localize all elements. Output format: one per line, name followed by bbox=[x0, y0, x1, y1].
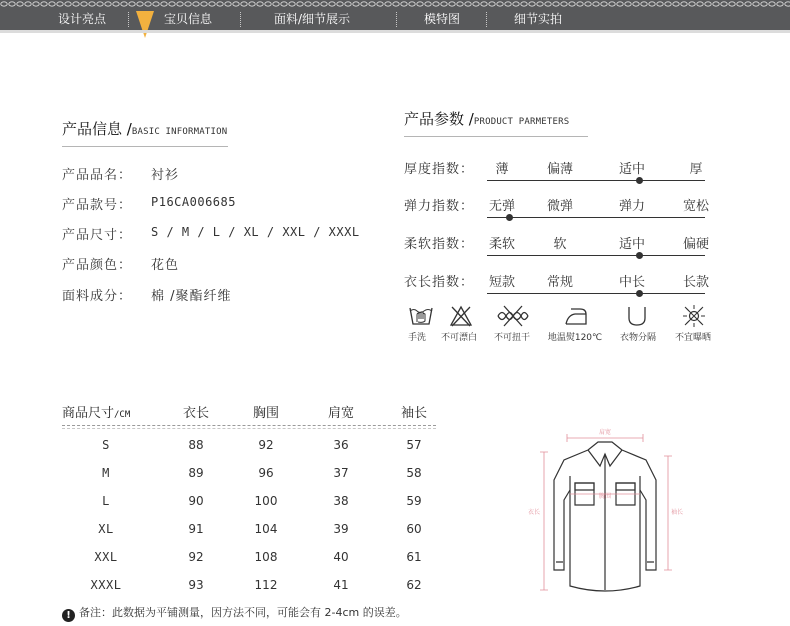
param-label: 衣长指数： bbox=[404, 275, 475, 290]
chain-link bbox=[625, 2, 631, 6]
chain-link bbox=[97, 2, 103, 6]
param-option: 无弹 bbox=[488, 199, 516, 214]
param-option: 偏薄 bbox=[546, 162, 574, 177]
size-value-cell: 96 bbox=[258, 466, 274, 480]
chain-link bbox=[577, 2, 583, 6]
info-title: 产品信息 /BASIC INFORMATION bbox=[62, 120, 228, 138]
chain-link bbox=[369, 2, 375, 6]
care-label-no-wring: 不可扭干 bbox=[493, 333, 531, 343]
size-value-cell: 41 bbox=[333, 578, 349, 592]
size-header-unit: /CM bbox=[114, 410, 131, 420]
params-divider bbox=[404, 136, 588, 137]
nav-item-fabric[interactable]: 面料/细节展示 bbox=[273, 12, 351, 26]
nav-item-design[interactable]: 设计亮点 bbox=[57, 12, 106, 26]
chain-link bbox=[537, 2, 543, 6]
chain-link bbox=[457, 2, 463, 6]
param-option: 柔软 bbox=[488, 237, 516, 252]
chain-link bbox=[321, 2, 327, 6]
nav-separator bbox=[128, 12, 129, 27]
param-option: 弹力 bbox=[618, 199, 646, 214]
info-label-name: 产品品名： bbox=[62, 168, 133, 183]
chain-link bbox=[81, 2, 87, 6]
param-label: 厚度指数： bbox=[404, 162, 475, 177]
chain-link bbox=[209, 2, 215, 6]
nav-separator bbox=[240, 12, 241, 27]
nav-separator bbox=[486, 12, 487, 27]
param-option: 软 bbox=[553, 237, 567, 252]
chain-link bbox=[753, 2, 759, 6]
size-cell: XL bbox=[98, 522, 114, 536]
chain-link bbox=[641, 2, 647, 6]
chain-link bbox=[553, 2, 559, 6]
size-cell: XXXL bbox=[90, 578, 122, 592]
params-title-text: 产品参数 bbox=[404, 110, 465, 128]
size-value-cell: 108 bbox=[254, 550, 278, 564]
chain-link bbox=[57, 2, 63, 6]
nav-stripe bbox=[0, 30, 790, 33]
param-scale-line bbox=[487, 255, 705, 256]
size-value-cell: 40 bbox=[333, 550, 349, 564]
info-value-material: 棉 /聚酯纤维 bbox=[151, 289, 232, 304]
chain-link bbox=[473, 2, 479, 6]
param-label: 弹力指数： bbox=[404, 199, 475, 214]
chain-link bbox=[777, 2, 783, 6]
chain-link bbox=[161, 2, 167, 6]
size-cell: S bbox=[102, 438, 110, 452]
chain-link bbox=[9, 2, 15, 6]
care-label-no-bleach: 不可漂白 bbox=[440, 333, 478, 343]
chain-link bbox=[561, 2, 567, 6]
chain-link bbox=[177, 2, 183, 6]
chain-link bbox=[385, 2, 391, 6]
chain-link bbox=[33, 2, 39, 6]
size-value-cell: 36 bbox=[333, 438, 349, 452]
size-value-cell: 39 bbox=[333, 522, 349, 536]
param-scale-line bbox=[487, 293, 705, 294]
shoulder-label: 肩宽 bbox=[598, 430, 612, 436]
param-selected-dot bbox=[636, 290, 643, 297]
chain-link bbox=[249, 2, 255, 6]
chain-link bbox=[169, 2, 175, 6]
sleeve-label: 袖长 bbox=[670, 510, 684, 516]
chain-link bbox=[417, 2, 423, 6]
chain-link bbox=[481, 2, 487, 6]
info-label-size: 产品尺寸： bbox=[62, 228, 133, 243]
param-option: 薄 bbox=[495, 162, 509, 177]
care-label-hand-wash: 手洗 bbox=[407, 333, 427, 343]
chain-link bbox=[377, 2, 383, 6]
chain-link bbox=[329, 2, 335, 6]
param-option: 适中 bbox=[618, 237, 646, 252]
col-chest: 胸围 bbox=[252, 406, 280, 421]
chain-link bbox=[345, 2, 351, 6]
size-value-cell: 61 bbox=[406, 550, 422, 564]
chain-border bbox=[0, 0, 790, 8]
chain-link bbox=[401, 2, 407, 6]
chain-link bbox=[441, 2, 447, 6]
care-label-iron: 地温熨120℃ bbox=[547, 333, 603, 343]
shirt-measure-diagram bbox=[520, 420, 690, 610]
size-table-header-label bbox=[62, 402, 130, 421]
chain-link bbox=[265, 2, 271, 6]
chain-link bbox=[25, 2, 31, 6]
size-value-cell: 58 bbox=[406, 466, 422, 480]
param-option: 微弹 bbox=[546, 199, 574, 214]
chain-link bbox=[681, 2, 687, 6]
nav-item-info[interactable]: 宝贝信息 bbox=[163, 12, 212, 26]
param-scale-line bbox=[487, 180, 705, 181]
param-option: 中长 bbox=[618, 275, 646, 290]
chain-link bbox=[729, 2, 735, 6]
info-title-sub: BASIC INFORMATION bbox=[131, 127, 228, 137]
col-shoulder: 肩宽 bbox=[327, 406, 355, 421]
chain-link bbox=[257, 2, 263, 6]
chain-link bbox=[121, 2, 127, 6]
chain-link bbox=[201, 2, 207, 6]
info-label-code: 产品款号： bbox=[62, 198, 133, 213]
chain-link bbox=[689, 2, 695, 6]
chain-link bbox=[449, 2, 455, 6]
size-value-cell: 92 bbox=[188, 550, 204, 564]
chain-link bbox=[489, 2, 495, 6]
shirt-outline bbox=[554, 442, 656, 591]
chain-link bbox=[665, 2, 671, 6]
chain-link bbox=[1, 2, 7, 6]
size-cell: L bbox=[102, 494, 110, 508]
chain-link bbox=[361, 2, 367, 6]
nav-item-model[interactable]: 模特图 bbox=[423, 12, 460, 26]
nav-active-marker bbox=[136, 11, 154, 38]
hand-wash-icon bbox=[408, 304, 434, 328]
chain-link bbox=[769, 2, 775, 6]
chain-link bbox=[649, 2, 655, 6]
iron-icon bbox=[563, 304, 589, 328]
chain-link bbox=[745, 2, 751, 6]
size-cell: XXL bbox=[94, 550, 118, 564]
chain-link bbox=[409, 2, 415, 6]
length-label: 衣长 bbox=[527, 510, 541, 516]
chain-link bbox=[697, 2, 703, 6]
chain-link bbox=[233, 2, 239, 6]
info-value-name: 衬衫 bbox=[151, 168, 180, 183]
note-text: 备注：此数据为平铺测量，因方法不同，可能会有 2-4cm 的误差。 bbox=[79, 606, 407, 619]
param-option: 短款 bbox=[488, 275, 516, 290]
param-selected-dot bbox=[636, 177, 643, 184]
chain-link bbox=[49, 2, 55, 6]
chain-link bbox=[193, 2, 199, 6]
chain-link bbox=[721, 2, 727, 6]
chain-link bbox=[673, 2, 679, 6]
info-value-color: 花色 bbox=[151, 258, 180, 273]
nav-item-details[interactable]: 细节实拍 bbox=[513, 12, 562, 26]
chain-link bbox=[657, 2, 663, 6]
top-nav bbox=[0, 0, 790, 30]
chain-link bbox=[289, 2, 295, 6]
size-value-cell: 100 bbox=[254, 494, 278, 508]
chain-link bbox=[281, 2, 287, 6]
size-value-cell: 37 bbox=[333, 466, 349, 480]
measurement-note bbox=[62, 604, 407, 622]
chain-link bbox=[529, 2, 535, 6]
chain-link bbox=[545, 2, 551, 6]
chain-link bbox=[569, 2, 575, 6]
care-label-no-sun: 不宜曝晒 bbox=[674, 333, 712, 343]
size-value-cell: 88 bbox=[188, 438, 204, 452]
chain-link bbox=[425, 2, 431, 6]
size-value-cell: 38 bbox=[333, 494, 349, 508]
chain-link bbox=[305, 2, 311, 6]
chain-link bbox=[241, 2, 247, 6]
chain-link bbox=[337, 2, 343, 6]
chain-link bbox=[105, 2, 111, 6]
chain-link bbox=[129, 2, 135, 6]
size-value-cell: 93 bbox=[188, 578, 204, 592]
chain-link bbox=[17, 2, 23, 6]
chain-link bbox=[89, 2, 95, 6]
chain-link bbox=[617, 2, 623, 6]
chain-link bbox=[609, 2, 615, 6]
size-value-cell: 112 bbox=[254, 578, 278, 592]
size-value-cell: 104 bbox=[254, 522, 278, 536]
info-title-text: 产品信息 bbox=[62, 120, 123, 138]
chain-link bbox=[65, 2, 71, 6]
param-option: 常规 bbox=[546, 275, 574, 290]
chain-link bbox=[185, 2, 191, 6]
chain-link bbox=[433, 2, 439, 6]
chain-link bbox=[353, 2, 359, 6]
size-value-cell: 59 bbox=[406, 494, 422, 508]
chain-link bbox=[505, 2, 511, 6]
chain-link bbox=[497, 2, 503, 6]
chain-link bbox=[297, 2, 303, 6]
chain-link bbox=[137, 2, 143, 6]
chain-link bbox=[393, 2, 399, 6]
chain-link bbox=[145, 2, 151, 6]
size-value-cell: 62 bbox=[406, 578, 422, 592]
info-label-material: 面料成分： bbox=[62, 289, 133, 304]
info-divider bbox=[62, 146, 228, 147]
chain-link bbox=[113, 2, 119, 6]
size-value-cell: 92 bbox=[258, 438, 274, 452]
chain-link bbox=[73, 2, 79, 6]
no-bleach-icon bbox=[448, 304, 474, 328]
params-title: 产品参数 /PRODUCT PARMETERS bbox=[404, 110, 570, 128]
chest-label: 胸围 bbox=[598, 494, 612, 500]
chain-link bbox=[313, 2, 319, 6]
chain-link bbox=[761, 2, 767, 6]
param-scale-line bbox=[487, 217, 705, 218]
info-value-code: P16CA006685 bbox=[151, 195, 236, 209]
size-cell: M bbox=[102, 466, 110, 480]
param-option: 适中 bbox=[618, 162, 646, 177]
chain-link bbox=[737, 2, 743, 6]
warning-icon: ! bbox=[62, 609, 75, 622]
col-length: 衣长 bbox=[182, 406, 210, 421]
param-option: 偏硬 bbox=[682, 237, 710, 252]
chain-link bbox=[585, 2, 591, 6]
chain-link bbox=[153, 2, 159, 6]
chain-link bbox=[273, 2, 279, 6]
size-value-cell: 90 bbox=[188, 494, 204, 508]
no-wring-icon bbox=[496, 304, 530, 328]
chain-link bbox=[705, 2, 711, 6]
nav-separator bbox=[396, 12, 397, 27]
chain-link bbox=[465, 2, 471, 6]
chain-link bbox=[513, 2, 519, 6]
param-option: 厚 bbox=[689, 162, 703, 177]
info-value-size: S / M / L / XL / XXL / XXXL bbox=[151, 225, 360, 239]
chain-link bbox=[217, 2, 223, 6]
size-value-cell: 91 bbox=[188, 522, 204, 536]
separate-wash-icon bbox=[624, 304, 650, 328]
chain-link bbox=[713, 2, 719, 6]
param-option: 宽松 bbox=[682, 199, 710, 214]
size-value-cell: 60 bbox=[406, 522, 422, 536]
size-value-cell: 89 bbox=[188, 466, 204, 480]
chain-link bbox=[785, 2, 790, 6]
care-label-separate: 衣物分隔 bbox=[619, 333, 657, 343]
chain-link bbox=[633, 2, 639, 6]
size-header-text: 商品尺寸 bbox=[62, 406, 115, 421]
param-selected-dot bbox=[636, 252, 643, 259]
param-option: 长款 bbox=[682, 275, 710, 290]
chain-link bbox=[593, 2, 599, 6]
chain-link bbox=[521, 2, 527, 6]
table-divider bbox=[62, 428, 436, 429]
col-sleeve: 袖长 bbox=[400, 406, 428, 421]
no-sun-icon bbox=[681, 304, 707, 328]
chain-link bbox=[601, 2, 607, 6]
chain-link bbox=[225, 2, 231, 6]
info-label-color: 产品颜色： bbox=[62, 258, 133, 273]
size-value-cell: 57 bbox=[406, 438, 422, 452]
chain-link bbox=[41, 2, 47, 6]
params-title-sub: PRODUCT PARMETERS bbox=[473, 117, 570, 127]
param-label: 柔软指数： bbox=[404, 237, 475, 252]
param-selected-dot bbox=[506, 214, 513, 221]
table-divider bbox=[62, 425, 436, 426]
